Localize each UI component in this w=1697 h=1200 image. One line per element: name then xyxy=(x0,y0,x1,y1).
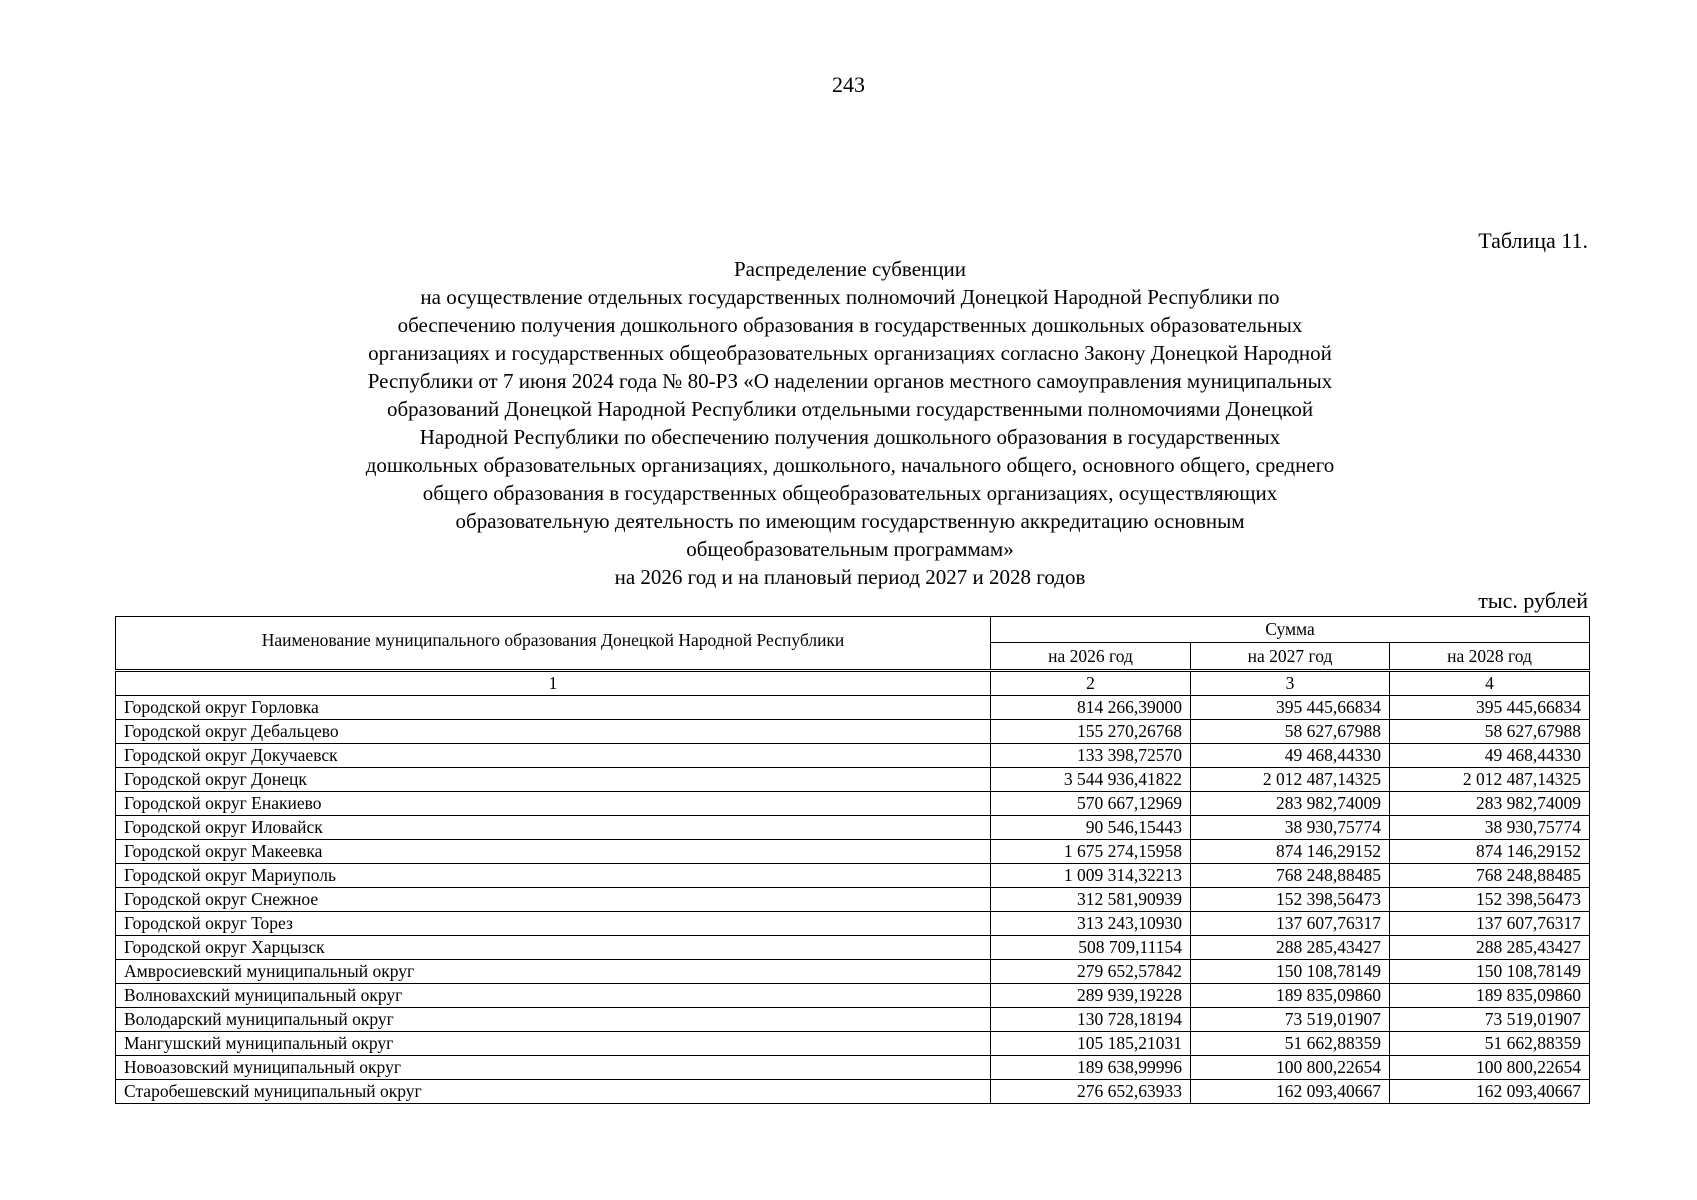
value-2026: 133 398,72570 xyxy=(991,744,1191,768)
table-row xyxy=(116,936,1590,960)
table-row xyxy=(116,1080,1590,1104)
table-row xyxy=(116,744,1590,768)
value-2027: 395 445,66834 xyxy=(1191,696,1390,720)
value-2028: 51 662,88359 xyxy=(1390,1032,1590,1056)
table-body xyxy=(116,671,1590,1104)
value-2026: 313 243,10930 xyxy=(991,912,1191,936)
subvention-table xyxy=(115,616,1590,1104)
table-row xyxy=(116,912,1590,936)
value-2028: 58 627,67988 xyxy=(1390,720,1590,744)
value-2028: 137 607,76317 xyxy=(1390,912,1590,936)
value-2026: 289 939,19228 xyxy=(991,984,1191,1008)
value-2027: 38 930,75774 xyxy=(1191,816,1390,840)
table-row xyxy=(116,960,1590,984)
value-2026: 1 675 274,15958 xyxy=(991,840,1191,864)
value-2028: 768 248,88485 xyxy=(1390,864,1590,888)
value-2027: 137 607,76317 xyxy=(1191,912,1390,936)
municipality-name: Городской округ Донецк xyxy=(116,768,991,792)
municipality-name: Городской округ Енакиево xyxy=(116,792,991,816)
page-number: 243 xyxy=(832,72,865,97)
column-number: 4 xyxy=(1390,671,1590,696)
table-header xyxy=(116,617,1590,671)
title-line: на 2026 год и на плановый период 2027 и 2028 годов xyxy=(614,565,1086,589)
title-line: Распределение субвенции xyxy=(734,257,966,281)
value-2027: 152 398,56473 xyxy=(1191,888,1390,912)
column-number-row xyxy=(116,671,1590,696)
municipality-name: Городской округ Харцызск xyxy=(116,936,991,960)
header-year-2027: на 2027 год xyxy=(1191,642,1390,670)
title-line: обеспечению получения дошкольного образования в государственных дошкольных образовательных xyxy=(397,313,1303,337)
value-2026: 312 581,90939 xyxy=(991,888,1191,912)
table-row xyxy=(116,984,1590,1008)
table-row xyxy=(116,792,1590,816)
value-2027: 51 662,88359 xyxy=(1191,1032,1390,1056)
value-2026: 189 638,99996 xyxy=(991,1056,1191,1080)
title-line: образований Донецкой Народной Республики отдельными государственными полномочиями Донецкой xyxy=(386,397,1314,421)
municipality-name: Городской округ Докучаевск xyxy=(116,744,991,768)
value-2026: 90 546,15443 xyxy=(991,816,1191,840)
value-2026: 1 009 314,32213 xyxy=(991,864,1191,888)
header-year-2026: на 2026 год xyxy=(991,642,1191,670)
value-2026: 570 667,12969 xyxy=(991,792,1191,816)
column-number: 1 xyxy=(116,671,991,696)
title-line: общеобразовательным программам» xyxy=(686,537,1014,561)
municipality-name: Городской округ Торез xyxy=(116,912,991,936)
table-row xyxy=(116,720,1590,744)
column-number: 2 xyxy=(991,671,1191,696)
units-label: тыс. рублей xyxy=(1478,588,1588,613)
municipality-name: Городской округ Мариуполь xyxy=(116,864,991,888)
value-2026: 279 652,57842 xyxy=(991,960,1191,984)
title-line: на осуществление отдельных государственных полномочий Донецкой Народной Республики по xyxy=(420,285,1280,309)
value-2028: 38 930,75774 xyxy=(1390,816,1590,840)
value-2027: 100 800,22654 xyxy=(1191,1056,1390,1080)
title-line: Республики от 7 июня 2024 года № 80-РЗ «О наделении органов местного самоуправления муниципальных xyxy=(367,369,1333,393)
value-2028: 288 285,43427 xyxy=(1390,936,1590,960)
municipality-name: Новоазовский муниципальный округ xyxy=(116,1056,991,1080)
value-2027: 73 519,01907 xyxy=(1191,1008,1390,1032)
table-row xyxy=(116,768,1590,792)
table-row xyxy=(116,1008,1590,1032)
value-2026: 155 270,26768 xyxy=(991,720,1191,744)
municipality-name: Мангушский муниципальный округ xyxy=(116,1032,991,1056)
value-2027: 288 285,43427 xyxy=(1191,936,1390,960)
municipality-name: Городской округ Макеевка xyxy=(116,840,991,864)
table-row xyxy=(116,1032,1590,1056)
value-2027: 768 248,88485 xyxy=(1191,864,1390,888)
value-2028: 874 146,29152 xyxy=(1390,840,1590,864)
municipality-name: Володарский муниципальный округ xyxy=(116,1008,991,1032)
municipality-name: Городской округ Снежное xyxy=(116,888,991,912)
municipality-name: Городской округ Иловайск xyxy=(116,816,991,840)
value-2028: 2 012 487,14325 xyxy=(1390,768,1590,792)
title-line: организациях и государственных общеобразовательных организациях согласно Закону Донецкой Народной xyxy=(368,341,1332,365)
table-row xyxy=(116,696,1590,720)
header-sum: Сумма xyxy=(991,617,1590,643)
value-2028: 150 108,78149 xyxy=(1390,960,1590,984)
value-2027: 2 012 487,14325 xyxy=(1191,768,1390,792)
value-2027: 283 982,74009 xyxy=(1191,792,1390,816)
header-year-2028: на 2028 год xyxy=(1390,642,1590,670)
value-2026: 276 652,63933 xyxy=(991,1080,1191,1104)
value-2026: 3 544 936,41822 xyxy=(991,768,1191,792)
title-line: образовательную деятельность по имеющим государственную аккредитацию основным xyxy=(455,509,1245,533)
table-row xyxy=(116,816,1590,840)
value-2028: 73 519,01907 xyxy=(1390,1008,1590,1032)
table-row xyxy=(116,888,1590,912)
municipality-name: Городской округ Горловка xyxy=(116,696,991,720)
table-row xyxy=(116,840,1590,864)
value-2028: 283 982,74009 xyxy=(1390,792,1590,816)
column-number: 3 xyxy=(1191,671,1390,696)
title-line: общего образования в государственных общеобразовательных организациях, осуществляющих xyxy=(422,481,1278,505)
value-2027: 874 146,29152 xyxy=(1191,840,1390,864)
title-line: дошкольных образовательных организациях, дошкольного, начального общего, основного общего, среднего xyxy=(365,453,1335,477)
value-2027: 49 468,44330 xyxy=(1191,744,1390,768)
table-row xyxy=(116,864,1590,888)
municipality-name: Городской округ Дебальцево xyxy=(116,720,991,744)
value-2026: 814 266,39000 xyxy=(991,696,1191,720)
value-2028: 189 835,09860 xyxy=(1390,984,1590,1008)
title-line: Народной Республики по обеспечению получения дошкольного образования в государственных xyxy=(419,425,1281,449)
table-row xyxy=(116,1056,1590,1080)
value-2027: 58 627,67988 xyxy=(1191,720,1390,744)
value-2027: 189 835,09860 xyxy=(1191,984,1390,1008)
header-name: Наименование муниципального образования Донецкой Народной Республики xyxy=(116,617,991,671)
table-label: Таблица 11. xyxy=(1478,228,1588,253)
value-2027: 150 108,78149 xyxy=(1191,960,1390,984)
value-2028: 162 093,40667 xyxy=(1390,1080,1590,1104)
municipality-name: Волновахский муниципальный округ xyxy=(116,984,991,1008)
value-2027: 162 093,40667 xyxy=(1191,1080,1390,1104)
value-2026: 508 709,11154 xyxy=(991,936,1191,960)
value-2028: 395 445,66834 xyxy=(1390,696,1590,720)
municipality-name: Амвросиевский муниципальный округ xyxy=(116,960,991,984)
value-2026: 130 728,18194 xyxy=(991,1008,1191,1032)
value-2026: 105 185,21031 xyxy=(991,1032,1191,1056)
value-2028: 100 800,22654 xyxy=(1390,1056,1590,1080)
document-title xyxy=(270,255,1430,591)
value-2028: 49 468,44330 xyxy=(1390,744,1590,768)
municipality-name: Старобешевский муниципальный округ xyxy=(116,1080,991,1104)
value-2028: 152 398,56473 xyxy=(1390,888,1590,912)
